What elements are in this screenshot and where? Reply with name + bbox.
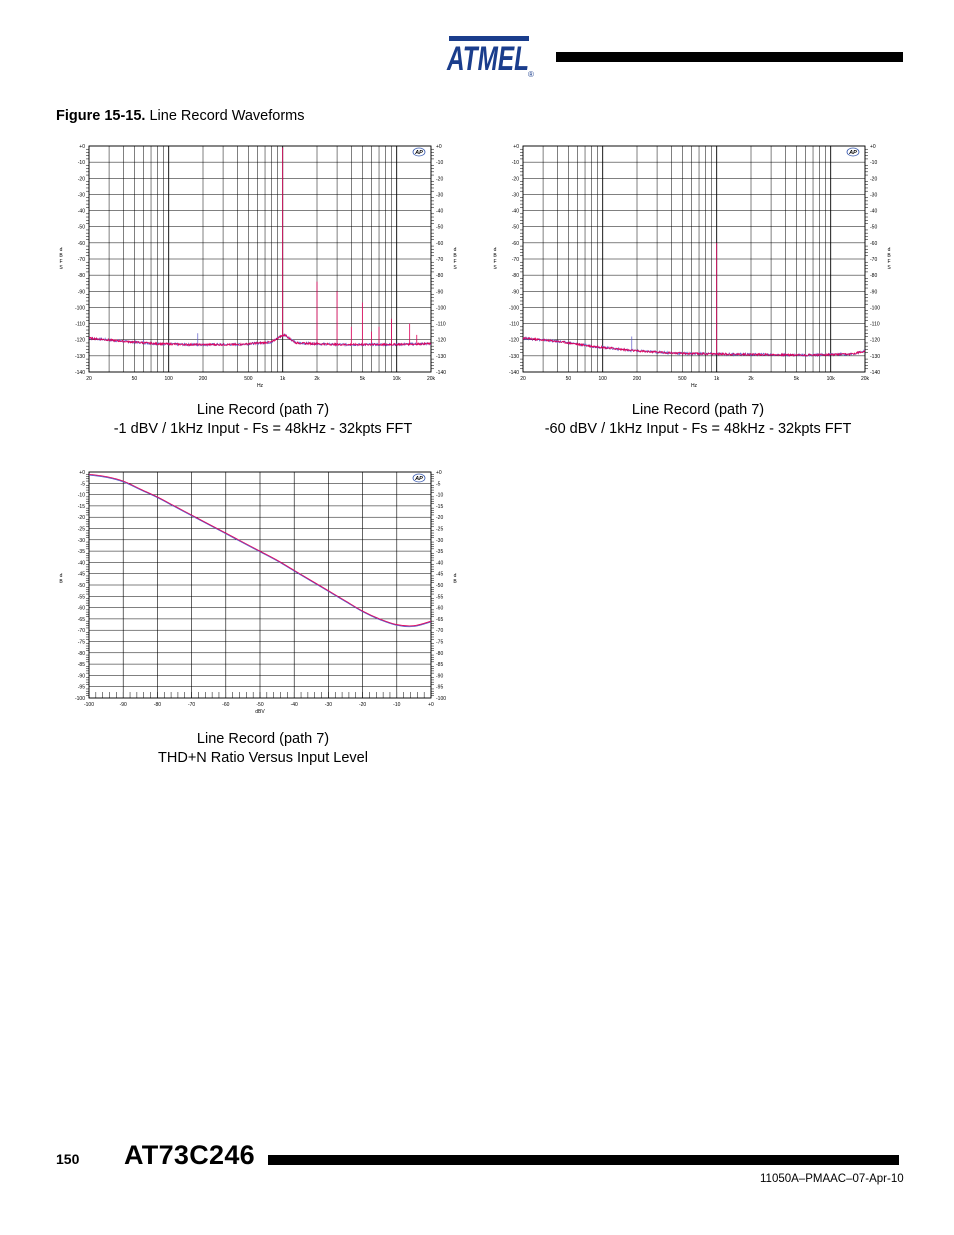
chart-caption-2 bbox=[538, 401, 858, 439]
x-tick-label: 1k bbox=[714, 376, 720, 382]
x-tick-label: -70 bbox=[187, 702, 196, 708]
y-tick-label-left: -100 bbox=[74, 696, 85, 702]
y-tick-label-right: -70 bbox=[436, 628, 444, 635]
y-tick-label-right: -10 bbox=[436, 492, 444, 499]
y-axis-label-left: F bbox=[59, 259, 63, 265]
x-tick-label: +0 bbox=[428, 702, 434, 708]
y-tick-label-left: -20 bbox=[511, 176, 519, 183]
y-axis-label-right: S bbox=[887, 265, 891, 271]
y-tick-label-right: -80 bbox=[870, 273, 878, 280]
x-tick-label: -60 bbox=[222, 702, 230, 708]
y-tick-label-left: -90 bbox=[511, 289, 519, 296]
y-tick-label-right: -60 bbox=[436, 605, 444, 612]
x-tick-label: 200 bbox=[632, 376, 642, 382]
y-tick-label-left: -100 bbox=[508, 305, 519, 312]
x-tick-label: 20k bbox=[860, 376, 870, 382]
y-axis-label-left: B bbox=[59, 579, 63, 585]
y-tick-label-right: -15 bbox=[436, 503, 444, 510]
y-axis-label-right: F bbox=[887, 259, 891, 265]
x-tick-label: 2k bbox=[314, 376, 320, 382]
y-tick-label-right: -70 bbox=[870, 257, 878, 263]
y-tick-label-left: -60 bbox=[77, 605, 85, 612]
y-tick-label-left: -10 bbox=[77, 160, 85, 167]
caption-line-2: -1 dBV / 1kHz Input - Fs = 48kHz - 32kpts FFT bbox=[113, 421, 413, 437]
y-tick-label-left: -85 bbox=[77, 662, 85, 669]
y-tick-label-left: -70 bbox=[511, 257, 519, 263]
y-axis-label-right: S bbox=[453, 265, 457, 271]
x-tick-label: -80 bbox=[153, 702, 162, 708]
atmel-logo bbox=[443, 36, 535, 78]
y-tick-label-right: -65 bbox=[436, 616, 444, 623]
y-tick-label-right: +0 bbox=[870, 144, 876, 150]
y-tick-label-left: -60 bbox=[77, 240, 85, 247]
figure-caption bbox=[56, 108, 304, 124]
y-tick-label-right: -20 bbox=[436, 515, 444, 522]
y-tick-label-right: -100 bbox=[436, 696, 447, 702]
y-tick-label-right: -40 bbox=[436, 208, 444, 215]
trace-series-a bbox=[89, 148, 431, 346]
y-tick-label-left: -80 bbox=[77, 650, 85, 657]
y-tick-label-right: -75 bbox=[436, 639, 444, 646]
y-tick-label-right: -50 bbox=[436, 224, 444, 231]
y-tick-label-left: -15 bbox=[77, 503, 85, 510]
y-tick-label-left: -120 bbox=[74, 337, 85, 344]
y-tick-label-right: -140 bbox=[870, 370, 881, 376]
x-axis-label: Hz bbox=[690, 383, 698, 389]
y-tick-label-left: -40 bbox=[77, 560, 85, 567]
y-tick-label-left: +0 bbox=[513, 144, 519, 150]
y-tick-label-left: -140 bbox=[508, 370, 519, 376]
x-tick-label: -90 bbox=[119, 702, 127, 708]
page-number: 150 bbox=[56, 1151, 80, 1167]
y-tick-label-left: -100 bbox=[74, 305, 85, 312]
y-tick-label-left: -130 bbox=[74, 353, 85, 360]
x-tick-label: -40 bbox=[290, 702, 298, 708]
y-axis-label-right: d bbox=[887, 247, 891, 253]
y-tick-label-right: +0 bbox=[436, 144, 442, 150]
y-tick-label-left: -50 bbox=[511, 224, 519, 231]
y-axis-label-left: d bbox=[59, 247, 63, 253]
x-tick-label: 200 bbox=[198, 376, 208, 382]
x-tick-label: 500 bbox=[244, 376, 253, 382]
y-tick-label-left: -10 bbox=[77, 492, 85, 499]
y-tick-label-right: -100 bbox=[870, 305, 881, 312]
x-tick-label: 100 bbox=[164, 376, 173, 382]
y-tick-label-right: -20 bbox=[436, 176, 444, 183]
chart-fft-minus60dbv bbox=[489, 140, 899, 390]
figure-number: Figure 15-15. bbox=[56, 108, 146, 124]
y-tick-label-left: -90 bbox=[77, 673, 85, 680]
y-tick-label-left: -140 bbox=[74, 370, 85, 376]
y-tick-label-right: -90 bbox=[436, 289, 444, 296]
y-tick-label-left: -70 bbox=[77, 257, 85, 263]
y-axis-label-left: B bbox=[59, 253, 63, 259]
y-axis-label-left: F bbox=[493, 259, 497, 265]
x-tick-label: 20k bbox=[426, 376, 436, 382]
caption-line-1: Line Record (path 7) bbox=[631, 402, 765, 418]
ap-logo-icon bbox=[413, 474, 425, 482]
x-tick-label: -100 bbox=[83, 702, 95, 708]
y-tick-label-right: -30 bbox=[870, 192, 878, 199]
x-tick-label: 5k bbox=[359, 376, 366, 382]
y-tick-label-left: +0 bbox=[79, 470, 85, 476]
ap-logo-text: AP bbox=[415, 150, 423, 156]
ap-logo-text: AP bbox=[849, 150, 857, 156]
y-tick-label-left: -40 bbox=[77, 208, 85, 215]
y-tick-label-right: -85 bbox=[436, 662, 444, 669]
y-tick-label-right: -120 bbox=[870, 337, 881, 344]
y-axis-label-right: B bbox=[887, 253, 891, 259]
y-tick-label-right: -55 bbox=[436, 594, 444, 601]
y-tick-label-left: -50 bbox=[77, 224, 85, 231]
y-tick-label-right: -25 bbox=[436, 526, 444, 533]
svg-text:®: ® bbox=[528, 70, 534, 78]
y-tick-label-right: -40 bbox=[436, 560, 444, 567]
y-tick-label-right: -45 bbox=[436, 571, 444, 578]
y-tick-label-left: -75 bbox=[77, 639, 85, 646]
y-tick-label-right: -110 bbox=[870, 321, 880, 328]
ap-logo-icon bbox=[413, 148, 425, 156]
y-tick-label-right: -130 bbox=[870, 353, 881, 360]
y-tick-label-left: -30 bbox=[511, 192, 519, 199]
x-tick-label: -20 bbox=[358, 702, 367, 708]
x-tick-label: 20 bbox=[520, 376, 526, 382]
y-axis-label-left: S bbox=[493, 265, 497, 271]
x-tick-label: 10k bbox=[826, 376, 835, 382]
y-tick-label-right: -90 bbox=[870, 289, 878, 296]
product-name: AT73C246 bbox=[124, 1140, 255, 1170]
y-tick-label-left: -50 bbox=[77, 583, 85, 589]
x-tick-label: 100 bbox=[598, 376, 607, 382]
trace-series-a bbox=[523, 243, 865, 356]
caption-line-2: -60 dBV / 1kHz Input - Fs = 48kHz - 32kpts FFT bbox=[544, 421, 852, 437]
footer-rule bbox=[268, 1155, 899, 1165]
y-tick-label-left: -20 bbox=[77, 515, 85, 522]
y-tick-label-left: -10 bbox=[511, 160, 519, 167]
y-tick-label-left: -90 bbox=[77, 289, 85, 296]
y-tick-label-right: -60 bbox=[436, 240, 444, 247]
y-axis-label-left: d bbox=[59, 573, 63, 579]
y-tick-label-right: -130 bbox=[436, 353, 447, 360]
x-tick-label: 50 bbox=[565, 376, 572, 382]
x-tick-label: 500 bbox=[678, 376, 687, 382]
y-tick-label-left: -30 bbox=[77, 192, 85, 199]
x-tick-label: -30 bbox=[324, 702, 333, 708]
y-tick-label-right: -100 bbox=[436, 305, 447, 312]
x-axis-label: Hz bbox=[256, 383, 264, 389]
y-tick-label-left: -110 bbox=[75, 321, 85, 328]
y-tick-label-left: -70 bbox=[77, 628, 85, 635]
caption-line-1: Line Record (path 7) bbox=[196, 731, 330, 747]
y-tick-label-left: -60 bbox=[511, 240, 519, 247]
y-tick-label-left: -30 bbox=[77, 537, 85, 544]
y-tick-label-right: -80 bbox=[436, 273, 444, 280]
figure-title: Line Record Waveforms bbox=[149, 108, 305, 124]
y-tick-label-right: -80 bbox=[436, 650, 444, 657]
x-tick-label: -50 bbox=[256, 702, 264, 708]
y-tick-label-left: -95 bbox=[77, 684, 85, 691]
header-rule bbox=[556, 52, 903, 62]
y-tick-label-left: -80 bbox=[511, 273, 519, 280]
y-tick-label-right: -10 bbox=[436, 160, 444, 167]
y-tick-label-left: -5 bbox=[80, 481, 85, 488]
x-tick-label: -10 bbox=[393, 702, 401, 708]
y-tick-label-left: -120 bbox=[508, 337, 519, 344]
y-tick-label-right: -110 bbox=[436, 321, 446, 328]
y-tick-label-right: -90 bbox=[436, 673, 444, 680]
caption-line-2: THD+N Ratio Versus Input Level bbox=[158, 750, 368, 766]
y-tick-label-right: -60 bbox=[870, 240, 878, 247]
y-axis-label-left: S bbox=[59, 265, 63, 271]
chart-thdn-vs-level bbox=[55, 466, 465, 716]
chart-caption-1 bbox=[113, 401, 413, 439]
y-tick-label-left: -110 bbox=[509, 321, 519, 328]
y-tick-label-right: -50 bbox=[436, 583, 444, 589]
y-tick-label-left: -65 bbox=[77, 616, 85, 623]
y-tick-label-right: -70 bbox=[436, 257, 444, 263]
y-axis-label-right: B bbox=[453, 579, 457, 585]
x-tick-label: 2k bbox=[748, 376, 754, 382]
chart-caption-3 bbox=[113, 730, 413, 768]
x-tick-label: 50 bbox=[131, 376, 138, 382]
y-axis-label-right: d bbox=[453, 247, 457, 253]
ap-logo-icon bbox=[847, 148, 859, 156]
x-tick-label: 10k bbox=[392, 376, 401, 382]
y-tick-label-left: -55 bbox=[77, 594, 85, 601]
y-tick-label-left: -45 bbox=[77, 571, 85, 578]
y-tick-label-left: -35 bbox=[77, 549, 85, 556]
y-tick-label-right: -5 bbox=[436, 481, 441, 488]
y-tick-label-left: +0 bbox=[79, 144, 85, 150]
y-tick-label-left: -25 bbox=[77, 526, 85, 533]
y-tick-label-left: -80 bbox=[77, 273, 85, 280]
x-tick-label: 5k bbox=[793, 376, 800, 382]
y-tick-label-right: -10 bbox=[870, 160, 878, 167]
y-axis-label-left: B bbox=[493, 253, 497, 259]
y-axis-label-right: B bbox=[453, 253, 457, 259]
document-id: 11050A–PMAAC–07-Apr-10 bbox=[760, 1173, 904, 1185]
y-tick-label-left: -40 bbox=[511, 208, 519, 215]
svg-text:ATMEL: ATMEL bbox=[446, 40, 529, 78]
y-tick-label-right: -20 bbox=[870, 176, 878, 183]
x-tick-label: 20 bbox=[86, 376, 92, 382]
chart-fft-minus1dbv bbox=[55, 140, 465, 390]
y-tick-label-right: -40 bbox=[870, 208, 878, 215]
y-tick-label-right: -50 bbox=[870, 224, 878, 231]
x-tick-label: 1k bbox=[280, 376, 286, 382]
x-axis-label: dBV bbox=[255, 709, 265, 715]
y-axis-label-right: d bbox=[453, 573, 457, 579]
y-tick-label-right: -30 bbox=[436, 192, 444, 199]
y-tick-label-right: +0 bbox=[436, 470, 442, 476]
y-tick-label-left: -20 bbox=[77, 176, 85, 183]
y-axis-label-left: d bbox=[493, 247, 497, 253]
y-tick-label-left: -130 bbox=[508, 353, 519, 360]
y-tick-label-right: -30 bbox=[436, 537, 444, 544]
y-axis-label-right: F bbox=[453, 259, 457, 265]
y-tick-label-right: -95 bbox=[436, 684, 444, 691]
y-tick-label-right: -140 bbox=[436, 370, 447, 376]
y-tick-label-right: -120 bbox=[436, 337, 447, 344]
y-tick-label-right: -35 bbox=[436, 549, 444, 556]
ap-logo-text: AP bbox=[415, 476, 423, 482]
caption-line-1: Line Record (path 7) bbox=[196, 402, 330, 418]
